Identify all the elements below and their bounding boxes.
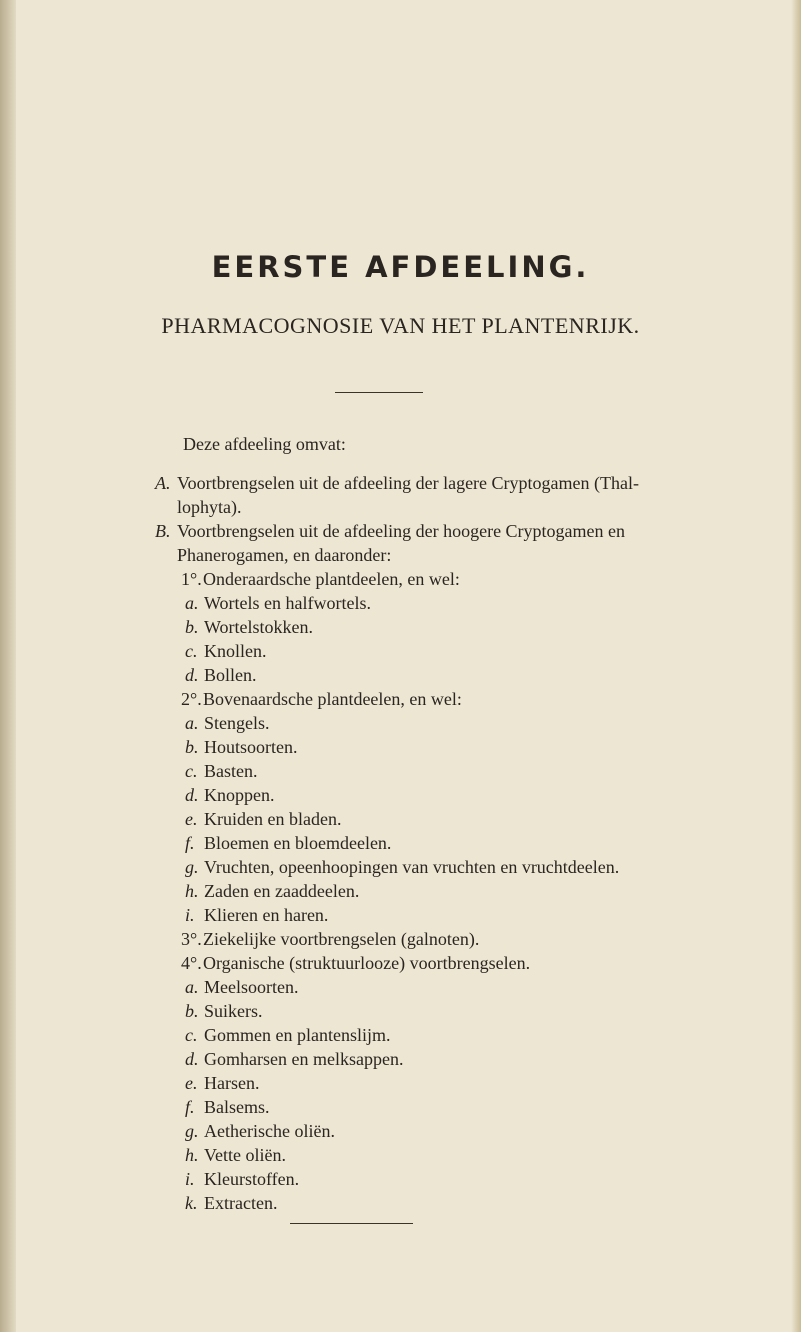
list-marker: 4°.: [181, 953, 202, 973]
list-marker: a.: [185, 977, 199, 997]
list-marker: d.: [185, 1049, 199, 1069]
list-item: [185, 1121, 335, 1141]
list-text: Vette oliën.: [204, 1145, 286, 1165]
list-text: Bollen.: [204, 665, 257, 685]
list-marker: c.: [185, 761, 198, 781]
list-marker: i.: [185, 905, 195, 925]
list-text: Klieren en haren.: [204, 905, 329, 925]
list-marker: A.: [155, 473, 171, 493]
list-text: Basten.: [204, 761, 258, 781]
list-marker: g.: [185, 857, 199, 877]
list-text: Voortbrengselen uit de afdeeling der hoogere Cryptogamen en: [177, 521, 626, 541]
list-marker: b.: [185, 617, 199, 637]
heading-divider: [335, 392, 423, 393]
list-item: [185, 641, 267, 661]
list-item: [155, 473, 639, 493]
list-item: [185, 881, 359, 901]
list-text: Onderaardsche plantdeelen, en wel:: [203, 569, 460, 589]
list-text: Suikers.: [204, 1001, 263, 1021]
list-item: [185, 1001, 263, 1021]
list-item: [185, 1193, 277, 1213]
list-text: Gomharsen en melksappen.: [204, 1049, 404, 1069]
list-item: [185, 809, 341, 829]
intro-text: Deze afdeeling omvat:: [183, 434, 346, 454]
list-text: Wortelstokken.: [204, 617, 314, 637]
list-item: [185, 833, 391, 853]
list-text: Knoppen.: [204, 785, 275, 805]
list-text: Extracten.: [204, 1193, 278, 1213]
list-marker: h.: [185, 881, 199, 901]
list-marker: e.: [185, 809, 198, 829]
list-item: [181, 929, 479, 949]
list-item: [185, 665, 257, 685]
list-text: Bloemen en bloemdeelen.: [204, 833, 392, 853]
list-marker: b.: [185, 737, 199, 757]
list-marker: 3°.: [181, 929, 202, 949]
list-text: Meelsoorten.: [204, 977, 299, 997]
list-text: Aetherische oliën.: [204, 1121, 335, 1141]
list-text: Kleurstoffen.: [204, 1169, 300, 1189]
list-item: [181, 953, 530, 973]
list-item: [185, 977, 298, 997]
list-text: Bovenaardsche plantdeelen, en wel:: [203, 689, 462, 709]
list-marker: B.: [155, 521, 171, 541]
list-item: [185, 1145, 286, 1165]
list-marker: k.: [185, 1193, 198, 1213]
closing-divider: [290, 1223, 413, 1224]
list-item: [155, 521, 625, 541]
list-text: Kruiden en bladen.: [204, 809, 342, 829]
list-marker: a.: [185, 713, 199, 733]
list-item: [185, 1169, 299, 1189]
list-marker: d.: [185, 665, 199, 685]
list-text: Stengels.: [204, 713, 270, 733]
list-marker: f.: [185, 1097, 195, 1117]
page-edge-shadow: [791, 0, 801, 1332]
list-text: Wortels en halfwortels.: [204, 593, 372, 613]
list-marker: d.: [185, 785, 199, 805]
list-item: [185, 617, 313, 637]
list-item: [185, 761, 258, 781]
list-text: Ziekelijke voortbrengselen (galnoten).: [203, 929, 480, 949]
list-item: [177, 545, 391, 565]
list-marker: 1°.: [181, 569, 202, 589]
list-item: [185, 785, 275, 805]
list-item: [185, 905, 328, 925]
list-marker: g.: [185, 1121, 199, 1141]
section-subheading: PHARMACOGNOSIE VAN HET PLANTENRIJK.: [161, 313, 640, 338]
list-marker: c.: [185, 641, 198, 661]
section-heading: EERSTE AFDEELING.: [211, 250, 590, 284]
list-marker: c.: [185, 1025, 198, 1045]
list-item: [185, 737, 298, 757]
list-item: [185, 1073, 259, 1093]
list-text: Balsems.: [204, 1097, 270, 1117]
list-item: [177, 497, 242, 517]
page-gutter-shadow: [0, 0, 16, 1332]
list-text: Harsen.: [204, 1073, 260, 1093]
list-marker: i.: [185, 1169, 195, 1189]
list-text: Organische (struktuurlooze) voortbrengselen.: [203, 953, 531, 973]
list-marker: e.: [185, 1073, 198, 1093]
list-item: [185, 857, 619, 877]
list-marker: b.: [185, 1001, 199, 1021]
list-item: [185, 1097, 270, 1117]
list-text: Phanerogamen, en daaronder:: [177, 545, 392, 565]
list-item: [185, 713, 270, 733]
list-text: lophyta).: [177, 497, 242, 517]
list-marker: a.: [185, 593, 199, 613]
list-item: [185, 1025, 390, 1045]
list-text: Gommen en plantenslijm.: [204, 1025, 391, 1045]
list-text: Vruchten, opeenhoopingen van vruchten en vruchtdeelen.: [204, 857, 620, 877]
list-marker: f.: [185, 833, 195, 853]
list-item: [185, 593, 371, 613]
list-text: Houtsoorten.: [204, 737, 298, 757]
list-text: Zaden en zaaddeelen.: [204, 881, 360, 901]
list-item: [181, 569, 460, 589]
list-item: [181, 689, 462, 709]
list-text: Knollen.: [204, 641, 267, 661]
list-text: Voortbrengselen uit de afdeeling der lagere Cryptogamen (Thal-: [177, 473, 639, 493]
list-item: [185, 1049, 403, 1069]
list-marker: 2°.: [181, 689, 202, 709]
list-marker: h.: [185, 1145, 199, 1165]
